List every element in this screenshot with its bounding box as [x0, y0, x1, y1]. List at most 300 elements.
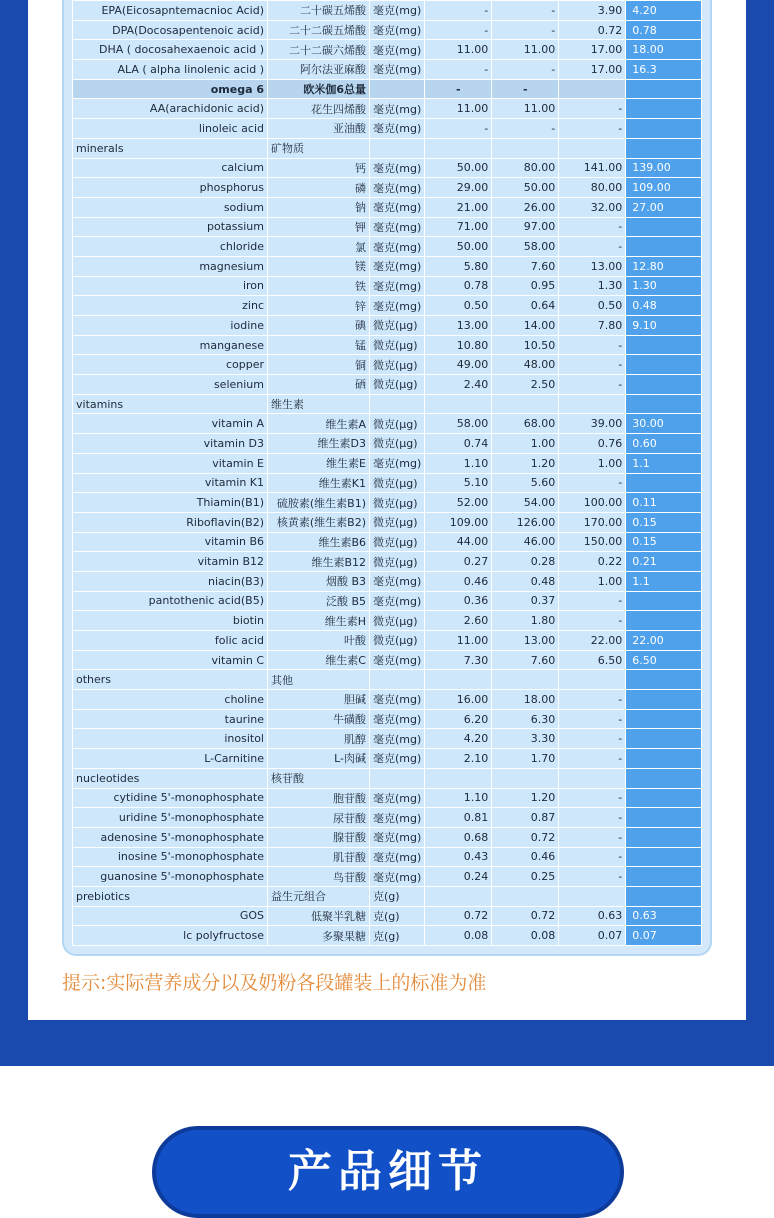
cell-v1: 0.78 — [425, 276, 492, 296]
nutrient-row — [73, 20, 702, 40]
cell-v2: 18.00 — [492, 690, 559, 710]
cell-v3: - — [559, 217, 626, 237]
cell-cn: 锰 — [268, 335, 370, 355]
cell-unit: 微克(μg) — [370, 473, 425, 493]
cell-v2: - — [492, 60, 559, 80]
cell-cn: 维生素A — [268, 414, 370, 434]
cell-v2: 54.00 — [492, 493, 559, 513]
cell-en: iron — [73, 276, 268, 296]
cell-en: vitamin B12 — [73, 552, 268, 572]
cell-unit: 微克(μg) — [370, 375, 425, 395]
cell-hl: 6.50 — [626, 650, 702, 670]
cell-cn: 胞苷酸 — [268, 788, 370, 808]
cell-v3: 0.72 — [559, 20, 626, 40]
nutrient-row — [73, 749, 702, 769]
cell-hl — [626, 217, 702, 237]
cell-v1 — [425, 886, 492, 906]
cell-unit — [370, 670, 425, 690]
cell-cn: 阿尔法亚麻酸 — [268, 60, 370, 80]
nutrient-row — [73, 473, 702, 493]
cell-v1: 0.74 — [425, 434, 492, 454]
cell-v2: - — [492, 20, 559, 40]
cell-en: selenium — [73, 375, 268, 395]
nutrient-row — [73, 1, 702, 21]
cell-v2: 0.64 — [492, 296, 559, 316]
cell-cn: 核黄素(维生素B2) — [268, 512, 370, 532]
nutrient-row — [73, 729, 702, 749]
nutrient-row — [73, 158, 702, 178]
cell-v2: 0.37 — [492, 591, 559, 611]
cell-v3: 32.00 — [559, 197, 626, 217]
cell-v1: 2.10 — [425, 749, 492, 769]
cell-v3: 22.00 — [559, 631, 626, 651]
cell-hl: 0.63 — [626, 906, 702, 926]
cell-en: vitamin B6 — [73, 532, 268, 552]
cell-unit: 微克(μg) — [370, 414, 425, 434]
cell-v2: 0.72 — [492, 906, 559, 926]
cell-cn: 钾 — [268, 217, 370, 237]
cell-cn: 二十碳五烯酸 — [268, 1, 370, 21]
cell-en: adenosine 5'-monophosphate — [73, 827, 268, 847]
cell-cn: 欧米伽6总量 — [268, 79, 370, 99]
cell-cn: 铁 — [268, 276, 370, 296]
cell-v2: 14.00 — [492, 316, 559, 336]
cell-v2: 1.20 — [492, 788, 559, 808]
cell-v1: 1.10 — [425, 453, 492, 473]
cell-en: AA(arachidonic acid) — [73, 99, 268, 119]
cell-v1: 5.10 — [425, 473, 492, 493]
cell-en: calcium — [73, 158, 268, 178]
cell-v2: 1.80 — [492, 611, 559, 631]
nutrient-row — [73, 571, 702, 591]
cell-cn: 尿苷酸 — [268, 808, 370, 828]
cell-hl — [626, 394, 702, 414]
cell-v2: 2.50 — [492, 375, 559, 395]
cell-hl — [626, 355, 702, 375]
cell-hl — [626, 709, 702, 729]
cell-v1: 44.00 — [425, 532, 492, 552]
cell-unit: 微克(μg) — [370, 552, 425, 572]
cell-unit: 毫克(mg) — [370, 40, 425, 60]
cell-en: vitamins — [73, 394, 268, 414]
cell-cn: 磷 — [268, 178, 370, 198]
cell-v1: 5.80 — [425, 256, 492, 276]
cell-hl — [626, 788, 702, 808]
category-row — [73, 138, 702, 158]
cell-v2: 6.30 — [492, 709, 559, 729]
cell-v1: 16.00 — [425, 690, 492, 710]
cell-cn: 鸟苷酸 — [268, 867, 370, 887]
cell-cn: 其他 — [268, 670, 370, 690]
cell-cn: 维生素 — [268, 394, 370, 414]
cell-cn: 碘 — [268, 316, 370, 336]
nutrient-row — [73, 690, 702, 710]
nutrient-row — [73, 926, 702, 946]
cell-v1: 0.46 — [425, 571, 492, 591]
cell-v2: 0.72 — [492, 827, 559, 847]
cell-en: iodine — [73, 316, 268, 336]
cell-cn: 二十二碳五烯酸 — [268, 20, 370, 40]
cell-unit — [370, 79, 425, 99]
cell-hl: 1.30 — [626, 276, 702, 296]
cell-v1 — [425, 394, 492, 414]
cell-hl — [626, 473, 702, 493]
cell-unit — [370, 138, 425, 158]
cell-hl — [626, 119, 702, 139]
cell-hl: 18.00 — [626, 40, 702, 60]
cell-en: choline — [73, 690, 268, 710]
cell-v1: 11.00 — [425, 40, 492, 60]
cell-v1 — [425, 138, 492, 158]
cell-en: guanosine 5'-monophosphate — [73, 867, 268, 887]
cell-en: linoleic acid — [73, 119, 268, 139]
cell-v3: 3.90 — [559, 1, 626, 21]
cell-unit: 毫克(mg) — [370, 99, 425, 119]
nutrient-row — [73, 276, 702, 296]
cell-cn: 牛磺酸 — [268, 709, 370, 729]
cell-unit: 毫克(mg) — [370, 690, 425, 710]
cell-cn: 维生素E — [268, 453, 370, 473]
cell-v3: - — [559, 867, 626, 887]
cell-v3: 170.00 — [559, 512, 626, 532]
cell-unit: 毫克(mg) — [370, 571, 425, 591]
cell-unit: 毫克(mg) — [370, 729, 425, 749]
cell-en: vitamin C — [73, 650, 268, 670]
category-row — [73, 670, 702, 690]
cell-en: zinc — [73, 296, 268, 316]
cell-hl — [626, 591, 702, 611]
cell-v1: 0.24 — [425, 867, 492, 887]
cell-cn: 肌醇 — [268, 729, 370, 749]
nutrient-row — [73, 709, 702, 729]
cell-v3: - — [559, 808, 626, 828]
cell-v3: 7.80 — [559, 316, 626, 336]
cell-unit: 微克(μg) — [370, 512, 425, 532]
nutrient-row — [73, 237, 702, 257]
nutrient-row — [73, 316, 702, 336]
cell-cn: 二十二碳六烯酸 — [268, 40, 370, 60]
cell-hl — [626, 847, 702, 867]
cell-v3: - — [559, 709, 626, 729]
cell-hl: 27.00 — [626, 197, 702, 217]
cell-en: lc polyfructose — [73, 926, 268, 946]
cell-hl: 12.80 — [626, 256, 702, 276]
nutrient-row — [73, 532, 702, 552]
cell-cn: 胆碱 — [268, 690, 370, 710]
cell-cn: 维生素K1 — [268, 473, 370, 493]
cell-hl: 0.15 — [626, 532, 702, 552]
cell-v2: 97.00 — [492, 217, 559, 237]
cell-en: minerals — [73, 138, 268, 158]
cell-v2: 68.00 — [492, 414, 559, 434]
cell-hl: 0.21 — [626, 552, 702, 572]
cell-cn: 低聚半乳糖 — [268, 906, 370, 926]
cell-v3: 0.07 — [559, 926, 626, 946]
cell-hl — [626, 79, 702, 99]
cell-v1: 0.36 — [425, 591, 492, 611]
cell-unit: 毫克(mg) — [370, 119, 425, 139]
cell-v1: 0.81 — [425, 808, 492, 828]
cell-hl: 0.07 — [626, 926, 702, 946]
cell-hl — [626, 99, 702, 119]
cell-unit: 微克(μg) — [370, 434, 425, 454]
cell-v2: 0.95 — [492, 276, 559, 296]
cell-hl — [626, 749, 702, 769]
cell-hl — [626, 138, 702, 158]
cell-unit: 克(g) — [370, 906, 425, 926]
nutrient-row — [73, 197, 702, 217]
cell-v3: - — [559, 473, 626, 493]
cell-v3: - — [559, 591, 626, 611]
cell-v2: - — [492, 1, 559, 21]
cell-v3: 0.63 — [559, 906, 626, 926]
cell-cn: 锌 — [268, 296, 370, 316]
cell-v1: 71.00 — [425, 217, 492, 237]
cell-v1: - — [425, 119, 492, 139]
cell-v2: 80.00 — [492, 158, 559, 178]
cell-v2: 46.00 — [492, 532, 559, 552]
cell-unit: 毫克(mg) — [370, 650, 425, 670]
cell-v3: - — [559, 749, 626, 769]
cell-v3 — [559, 79, 626, 99]
cell-hl — [626, 611, 702, 631]
cell-en: omega 6 — [73, 79, 268, 99]
cell-hl: 0.15 — [626, 512, 702, 532]
cell-en: vitamin K1 — [73, 473, 268, 493]
cell-en: EPA(Eicosapntemacnioc Acid) — [73, 1, 268, 21]
nutrition-table-body — [73, 1, 702, 946]
cell-v2: 0.25 — [492, 867, 559, 887]
nutrient-row — [73, 847, 702, 867]
cell-unit: 毫克(mg) — [370, 847, 425, 867]
cell-cn: 镁 — [268, 256, 370, 276]
cell-cn: 硒 — [268, 375, 370, 395]
cell-v2 — [492, 768, 559, 788]
cell-hl: 0.78 — [626, 20, 702, 40]
cell-hl — [626, 670, 702, 690]
cell-hl — [626, 768, 702, 788]
cell-v3: 1.00 — [559, 571, 626, 591]
cell-cn: 钠 — [268, 197, 370, 217]
cell-cn: 烟酸 B3 — [268, 571, 370, 591]
cell-en: pantothenic acid(B5) — [73, 591, 268, 611]
nutrient-row — [73, 512, 702, 532]
cell-unit: 毫克(mg) — [370, 197, 425, 217]
cell-v2: 0.28 — [492, 552, 559, 572]
cell-en: uridine 5'-monophosphate — [73, 808, 268, 828]
cell-v1: 13.00 — [425, 316, 492, 336]
cell-v3: 17.00 — [559, 40, 626, 60]
cell-cn: 维生素C — [268, 650, 370, 670]
cell-v3: - — [559, 827, 626, 847]
cell-v2: 7.60 — [492, 650, 559, 670]
cell-cn: 腺苷酸 — [268, 827, 370, 847]
cell-v3 — [559, 394, 626, 414]
product-details-button[interactable]: 产品细节 — [152, 1126, 624, 1218]
cell-v3: - — [559, 99, 626, 119]
cell-v2: 1.20 — [492, 453, 559, 473]
cell-en: ALA ( alpha linolenic acid ) — [73, 60, 268, 80]
cell-v2: 126.00 — [492, 512, 559, 532]
cell-hl: 1.1 — [626, 571, 702, 591]
nutrient-row — [73, 827, 702, 847]
cell-v3: 1.00 — [559, 453, 626, 473]
cell-unit: 微克(μg) — [370, 316, 425, 336]
cell-v2: 48.00 — [492, 355, 559, 375]
cell-v3: 0.50 — [559, 296, 626, 316]
category-row — [73, 768, 702, 788]
cell-v2: 26.00 — [492, 197, 559, 217]
cell-en: cytidine 5'-monophosphate — [73, 788, 268, 808]
cell-cn: 维生素B6 — [268, 532, 370, 552]
cell-v1: 29.00 — [425, 178, 492, 198]
cell-en: prebiotics — [73, 886, 268, 906]
nutrient-row — [73, 631, 702, 651]
cell-en: copper — [73, 355, 268, 375]
cell-en: folic acid — [73, 631, 268, 651]
cell-unit: 毫克(mg) — [370, 591, 425, 611]
cell-unit: 毫克(mg) — [370, 217, 425, 237]
cell-unit: 毫克(mg) — [370, 1, 425, 21]
cell-v3: 0.76 — [559, 434, 626, 454]
cell-cn: 亚油酸 — [268, 119, 370, 139]
cell-v2: 1.00 — [492, 434, 559, 454]
cell-v3: 13.00 — [559, 256, 626, 276]
nutrient-row — [73, 99, 702, 119]
cell-en: magnesium — [73, 256, 268, 276]
cell-cn: 益生元组合 — [268, 886, 370, 906]
cell-unit: 毫克(mg) — [370, 178, 425, 198]
cell-v2: 1.70 — [492, 749, 559, 769]
cell-en: nucleotides — [73, 768, 268, 788]
cell-v2: 0.46 — [492, 847, 559, 867]
cell-v3 — [559, 670, 626, 690]
cell-v1: 58.00 — [425, 414, 492, 434]
nutrient-row — [73, 650, 702, 670]
cell-cn: 花生四烯酸 — [268, 99, 370, 119]
cell-v3: 17.00 — [559, 60, 626, 80]
nutrient-row — [73, 493, 702, 513]
cell-hl — [626, 729, 702, 749]
cell-v2: 0.48 — [492, 571, 559, 591]
cell-en: biotin — [73, 611, 268, 631]
cell-v2: 0.87 — [492, 808, 559, 828]
cell-v2: 0.08 — [492, 926, 559, 946]
cell-hl: 16.3 — [626, 60, 702, 80]
cell-en: niacin(B3) — [73, 571, 268, 591]
cell-unit: 克(g) — [370, 926, 425, 946]
cell-unit: 毫克(mg) — [370, 237, 425, 257]
cell-unit: 毫克(mg) — [370, 788, 425, 808]
group-row — [73, 79, 702, 99]
cell-v1: 2.60 — [425, 611, 492, 631]
cell-hl: 139.00 — [626, 158, 702, 178]
cell-unit: 毫克(mg) — [370, 296, 425, 316]
cell-unit: 微克(μg) — [370, 532, 425, 552]
cell-en: phosphorus — [73, 178, 268, 198]
cell-v2: 50.00 — [492, 178, 559, 198]
cell-hl: 1.1 — [626, 453, 702, 473]
cell-v3: - — [559, 355, 626, 375]
cell-en: L-Carnitine — [73, 749, 268, 769]
cell-v1: 109.00 — [425, 512, 492, 532]
cell-v1: 4.20 — [425, 729, 492, 749]
nutrient-row — [73, 335, 702, 355]
cell-en: taurine — [73, 709, 268, 729]
cell-v1: 49.00 — [425, 355, 492, 375]
cell-v2 — [492, 138, 559, 158]
nutrient-row — [73, 119, 702, 139]
cell-en: manganese — [73, 335, 268, 355]
cell-hl — [626, 375, 702, 395]
cell-v3: 150.00 — [559, 532, 626, 552]
cell-en: vitamin A — [73, 414, 268, 434]
cell-hl — [626, 867, 702, 887]
cell-cn: 核苷酸 — [268, 768, 370, 788]
cell-v1: 0.08 — [425, 926, 492, 946]
nutrient-row — [73, 808, 702, 828]
cell-v3: 100.00 — [559, 493, 626, 513]
cell-v1: 11.00 — [425, 631, 492, 651]
cell-unit: 微克(μg) — [370, 335, 425, 355]
cell-hl — [626, 690, 702, 710]
cell-v2 — [492, 670, 559, 690]
cell-v3 — [559, 138, 626, 158]
cell-v1: 0.43 — [425, 847, 492, 867]
cell-en: inositol — [73, 729, 268, 749]
cell-v2 — [492, 886, 559, 906]
cell-unit: 微克(μg) — [370, 631, 425, 651]
cell-hl — [626, 827, 702, 847]
cell-cn: L-肉碱 — [268, 749, 370, 769]
cell-cn: 泛酸 B5 — [268, 591, 370, 611]
cell-en: others — [73, 670, 268, 690]
cell-hl: 4.20 — [626, 1, 702, 21]
nutrient-row — [73, 178, 702, 198]
cell-en: inosine 5'-monophosphate — [73, 847, 268, 867]
nutrient-row — [73, 256, 702, 276]
cell-cn: 钙 — [268, 158, 370, 178]
cell-cn: 硫胺素(维生素B1) — [268, 493, 370, 513]
cell-en: vitamin D3 — [73, 434, 268, 454]
cell-v1: 21.00 — [425, 197, 492, 217]
cell-v1: - — [425, 20, 492, 40]
cell-hl: 30.00 — [626, 414, 702, 434]
cell-hl — [626, 808, 702, 828]
cell-en: potassium — [73, 217, 268, 237]
cell-unit: 毫克(mg) — [370, 256, 425, 276]
cell-en: DPA(Docosapentenoic acid) — [73, 20, 268, 40]
cell-en: sodium — [73, 197, 268, 217]
cell-v2: - — [492, 79, 559, 99]
cell-v2: 5.60 — [492, 473, 559, 493]
cell-v1 — [425, 768, 492, 788]
cell-v3: - — [559, 375, 626, 395]
cell-v3: - — [559, 237, 626, 257]
category-row — [73, 394, 702, 414]
cell-en: chloride — [73, 237, 268, 257]
cell-v3 — [559, 886, 626, 906]
cell-v2: 10.50 — [492, 335, 559, 355]
cell-v2 — [492, 394, 559, 414]
cell-v3: - — [559, 119, 626, 139]
cell-en: DHA ( docosahexaenoic acid ) — [73, 40, 268, 60]
cell-v1: 0.68 — [425, 827, 492, 847]
cell-unit: 毫克(mg) — [370, 60, 425, 80]
cell-hl: 9.10 — [626, 316, 702, 336]
cell-v2: 3.30 — [492, 729, 559, 749]
nutrient-row — [73, 453, 702, 473]
